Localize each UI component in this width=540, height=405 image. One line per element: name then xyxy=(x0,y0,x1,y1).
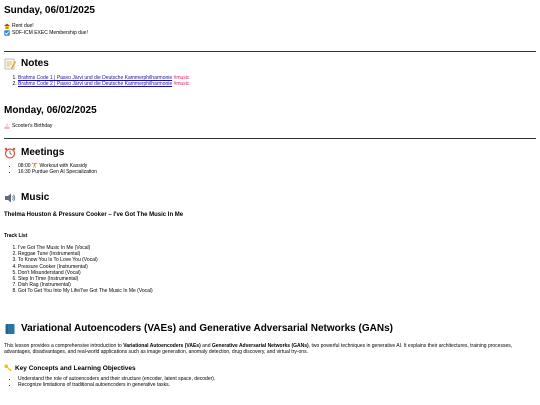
note-link[interactable]: Brahms Code 2 | Paavo Järvi und die Deutsche Kammerphilharmonie xyxy=(18,81,173,88)
key-icon xyxy=(4,364,12,372)
intro-text: , two powerful techniques in generative AI. It explains their architectures, training processes, advantages, disadvantages, and real-world applications such as image generation, anomaly detection, drug discovery, and virtual try-ons. xyxy=(4,343,513,356)
alarm-clock-icon xyxy=(4,147,16,159)
blue-book-icon xyxy=(4,323,16,335)
music-title: Music xyxy=(21,192,50,203)
tracklist-label: Track List xyxy=(4,233,28,239)
music-tag[interactable]: #music xyxy=(173,75,190,81)
list-item: • 16:30 Purdue Gen AI Specialization xyxy=(18,169,536,175)
list-item: 5. Don't Misunderstand (Vocal) xyxy=(18,270,536,276)
notes-heading xyxy=(4,57,536,71)
list-item: 3. To Know You Is To Love You (Vocal) xyxy=(18,257,536,263)
notes-list xyxy=(4,75,536,87)
day1-item-text: Rent due! xyxy=(12,23,34,29)
list-item: 2. Reggae Tune (Instrumental) xyxy=(18,251,536,257)
music-section xyxy=(4,191,536,295)
notes-section xyxy=(4,57,536,87)
tracklist xyxy=(4,245,536,295)
meetings-list xyxy=(4,163,536,175)
meetings-heading xyxy=(4,146,536,160)
house-icon xyxy=(4,23,10,29)
day1-section xyxy=(4,4,536,36)
key-concepts-title: Key Concepts and Learning Objectives xyxy=(15,364,136,372)
day1-item-sdf xyxy=(4,30,536,37)
intro-bold-vae: Variational Autoencoders (VAEs) xyxy=(123,343,201,349)
list-item: • 08:00 🏋 Workout with Kassidy xyxy=(18,163,536,169)
intro-text: This lesson provides a comprehensive introduction to xyxy=(4,343,124,349)
music-tag[interactable]: #music xyxy=(173,81,190,88)
speaker-icon xyxy=(4,192,16,204)
list-item: 7. Dish Rag (Instrumental) xyxy=(18,282,536,288)
music-heading xyxy=(4,191,536,205)
list-item: 1. I've Got The Music In Me (Vocal) xyxy=(18,245,536,251)
notes-title: Notes xyxy=(21,58,49,69)
key-concepts-heading xyxy=(4,364,536,373)
vae-heading xyxy=(4,322,536,336)
meetings-section xyxy=(4,146,536,175)
list-item: • Recognize limitations of traditional autoencoders in generative tasks. xyxy=(18,382,536,388)
vae-section xyxy=(4,322,536,388)
note-link[interactable]: Brahms Code 1 | Paavo Järvi und die Deutsche Kammerphilharmonie xyxy=(18,75,173,81)
cake-icon xyxy=(4,123,10,129)
vae-title: Variational Autoencoders (VAEs) and Generative Adversarial Networks (GANs) xyxy=(21,323,393,334)
vae-intro xyxy=(4,343,536,356)
day2-item-birthday xyxy=(4,123,536,130)
list-item: 4. Pressure Cooker (Instrumental) xyxy=(18,264,536,270)
list-item: 8. Got To Get You Into My Life/I've Got The Music In Me (Vocal) xyxy=(18,288,536,294)
day1-date: Sunday, 06/01/2025 xyxy=(4,5,95,16)
day2-item-text: Scooter's Birthday xyxy=(12,123,53,129)
day1-item-text: SDF-ICM EXEC Membership due! xyxy=(12,29,88,36)
list-item: 6. Step In Time (Instrumental) xyxy=(18,276,536,282)
day2-section xyxy=(4,104,536,130)
list-item: • Understand the role of autoencoders and their structure (encoder, latent space, decoder). xyxy=(18,376,536,382)
objectives-list xyxy=(4,376,536,388)
list-item xyxy=(18,81,536,87)
divider xyxy=(4,51,536,52)
memo-icon xyxy=(4,58,16,70)
checkbox-icon xyxy=(4,30,10,36)
intro-bold-gan: Generative Adversarial Networks (GANs) xyxy=(211,343,309,349)
divider xyxy=(4,138,536,139)
day2-date: Monday, 06/02/2025 xyxy=(4,105,97,116)
intro-text: and xyxy=(200,343,212,349)
album-title: Thelma Houston & Pressure Cooker – I've Got The Music In Me xyxy=(4,212,184,218)
meetings-title: Meetings xyxy=(21,147,65,158)
